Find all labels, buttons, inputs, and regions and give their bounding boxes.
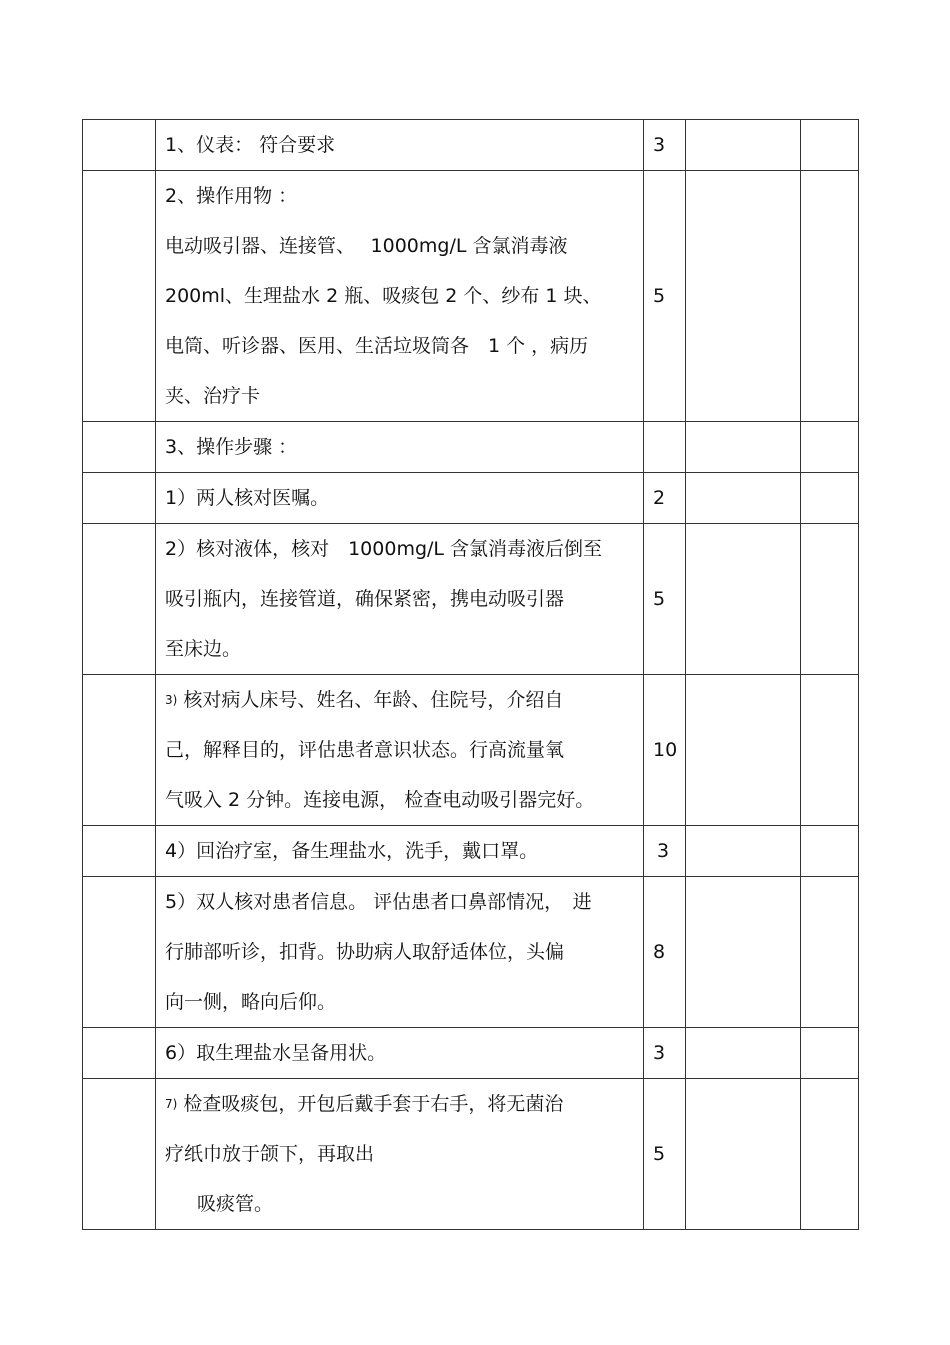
item-text: 夹、治疗卡 (165, 385, 261, 407)
item-text: 1、仪表： 符合要求 (165, 134, 336, 156)
item-cell (156, 524, 644, 675)
deduction-cell (686, 120, 801, 171)
item-text: 行肺部听诊，扣背。协助病人取舒适体位，头偏 (165, 941, 565, 963)
category-cell (83, 524, 156, 675)
remark-cell (801, 120, 859, 171)
item-text: 3、操作步骤 ： (165, 436, 298, 458)
score-cell: 5 (644, 1079, 686, 1230)
category-cell (83, 120, 156, 171)
category-cell (83, 1079, 156, 1230)
score-cell: 10 (644, 675, 686, 826)
item-cell (156, 877, 644, 1028)
remark-cell (801, 675, 859, 826)
category-cell (83, 826, 156, 877)
remark-cell (801, 171, 859, 422)
item-cell (156, 826, 644, 877)
item-text (165, 1079, 635, 1129)
remark-cell (801, 1028, 859, 1079)
item-text: 200ml、生理盐水 2 瓶、吸痰包 2 个、纱布 1 块、 (165, 285, 602, 307)
deduction-cell (686, 524, 801, 675)
table-row (83, 120, 859, 171)
scoring-table (82, 119, 859, 1230)
item-cell (156, 120, 644, 171)
item-text: 2、操作用物 ： (165, 185, 298, 207)
category-cell (83, 675, 156, 826)
item-text: 向一侧，略向后仰。 (165, 991, 337, 1013)
item-cell (156, 473, 644, 524)
item-text: 己，解释目的，评估患者意识状态。行高流量氧 (165, 739, 565, 761)
item-cell (156, 1028, 644, 1079)
item-text: 5）双人核对患者信息。 评估患者口鼻部情况， 进 (165, 891, 592, 913)
step-number: 3) (165, 693, 178, 707)
category-cell (83, 171, 156, 422)
item-cell (156, 422, 644, 473)
table-row (83, 1028, 859, 1079)
table-row (83, 826, 859, 877)
deduction-cell (686, 675, 801, 826)
score-cell: 3 (644, 826, 686, 877)
item-text: 吸痰管。 (197, 1193, 274, 1215)
category-cell (83, 877, 156, 1028)
table-row (83, 422, 859, 473)
remark-cell (801, 422, 859, 473)
table-row (83, 171, 859, 422)
item-text: 2）核对液体，核对 1000mg/L 含氯消毒液后倒至 (165, 538, 603, 560)
deduction-cell (686, 877, 801, 1028)
remark-cell (801, 1079, 859, 1230)
remark-cell (801, 473, 859, 524)
item-cell (156, 675, 644, 826)
deduction-cell (686, 473, 801, 524)
table-row (83, 1079, 859, 1230)
table-row (83, 473, 859, 524)
item-text: 电筒、听诊器、医用、生活垃圾筒各 1 个 ，病历 (165, 335, 589, 357)
deduction-cell (686, 1028, 801, 1079)
score-cell: 3 (644, 120, 686, 171)
item-cell (156, 1079, 644, 1230)
score-cell: 2 (644, 473, 686, 524)
score-cell: 3 (644, 1028, 686, 1079)
item-text: 4）回治疗室，备生理盐水，洗手，戴口罩。 (165, 840, 539, 862)
item-cell (156, 171, 644, 422)
item-text-part: 检查吸痰包，开包后戴手套于右手，将无菌治 (183, 1093, 564, 1115)
deduction-cell (686, 171, 801, 422)
deduction-cell (686, 1079, 801, 1230)
score-cell: 5 (644, 171, 686, 422)
table-row (83, 524, 859, 675)
item-text: 1）两人核对医嘱。 (165, 487, 330, 509)
item-text: 至床边。 (165, 638, 242, 660)
item-text: 气吸入 2 分钟。连接电源， 检查电动吸引器完好。 (165, 789, 595, 811)
deduction-cell (686, 422, 801, 473)
item-text-part: 核对病人床号、姓名、年龄、住院号，介绍自 (183, 689, 564, 711)
table-row (83, 675, 859, 826)
category-cell (83, 422, 156, 473)
table-row (83, 877, 859, 1028)
deduction-cell (686, 826, 801, 877)
item-text: 电动吸引器、连接管、 1000mg/L 含氯消毒液 (165, 235, 568, 257)
item-text: 吸引瓶内，连接管道，确保紧密，携电动吸引器 (165, 588, 565, 610)
step-number: 7) (165, 1097, 178, 1111)
score-cell: 5 (644, 524, 686, 675)
item-text: 6）取生理盐水呈备用状。 (165, 1042, 387, 1064)
remark-cell (801, 524, 859, 675)
remark-cell (801, 877, 859, 1028)
item-text (165, 675, 635, 725)
score-cell: 8 (644, 877, 686, 1028)
category-cell (83, 473, 156, 524)
category-cell (83, 1028, 156, 1079)
remark-cell (801, 826, 859, 877)
item-text: 疗纸巾放于颌下，再取出 (165, 1143, 375, 1165)
score-cell (644, 422, 686, 473)
